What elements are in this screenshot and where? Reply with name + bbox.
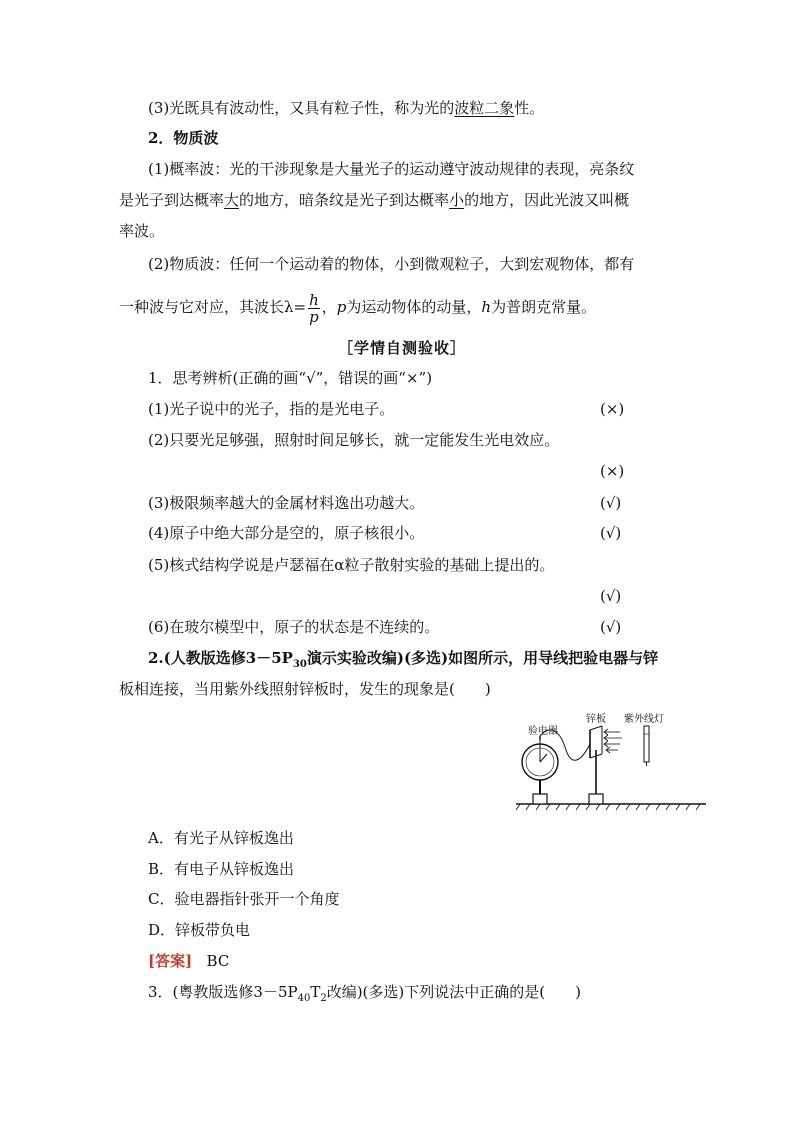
text: 为普朗克常量。 xyxy=(491,298,597,316)
q2-answer xyxy=(148,951,229,971)
para-2-line-1: (2)物质波：任何一个运动着的物体，小到微观粒子，大到宏观物体，都有 xyxy=(148,255,635,273)
electroscope xyxy=(522,736,558,804)
text: 演示实验改编)(多选)如图所示，用导线把验电器与锌 xyxy=(306,649,659,667)
q1-stem: 1．思考辨析(正确的画“√”，错误的画“×”) xyxy=(148,369,433,387)
label-electroscope: 验电器 xyxy=(528,726,558,737)
text: 改编)(多选)下列说法中正确的是( ) xyxy=(326,983,581,1001)
text: 为运动物体的动量， xyxy=(346,298,482,316)
q3-stem xyxy=(148,982,581,1009)
uv-rays xyxy=(604,729,622,753)
para-2-line-2 xyxy=(119,287,596,327)
q1-item-4: (4)原子中绝大部分是空的，原子核很小。 xyxy=(148,524,425,542)
ground-hatch xyxy=(516,804,700,810)
q1-item-2-mark: (×) xyxy=(600,462,625,480)
q2-option-a: A．有光子从锌板逸出 xyxy=(148,829,294,847)
text: 是光子到达概率 xyxy=(119,191,225,209)
answer-label: [答案] xyxy=(148,952,193,970)
section-title: ［学情自测验收］ xyxy=(338,339,467,357)
label-uv-lamp: 紫外线灯 xyxy=(624,714,664,725)
text: 一种波与它对应，其波长λ= xyxy=(119,298,307,316)
para-1-line-3: 率波。 xyxy=(119,222,165,240)
subscript: 30 xyxy=(292,659,307,670)
q1-item-1-mark: (×) xyxy=(600,400,625,418)
text: 的地方，因此光波又叫概 xyxy=(464,191,630,209)
q1-item-3-mark: (√) xyxy=(600,494,622,512)
text: 3．(粤教版选修3－5P xyxy=(148,983,298,1001)
text: 2.(人教版选修3－5P xyxy=(148,649,293,667)
q1-item-6: (6)在玻尔模型中，原子的状态是不连续的。 xyxy=(148,618,440,636)
answer-value: BC xyxy=(206,952,230,970)
term-wave-particle: 波粒二象 xyxy=(454,99,515,117)
q1-item-5-mark: (√) xyxy=(600,587,622,605)
q2-option-b: B．有电子从锌板逸出 xyxy=(148,860,295,878)
q2-option-d: D．锌板带负电 xyxy=(148,921,251,939)
q2-option-c: C．验电器指针张开一个角度 xyxy=(148,890,340,908)
subscript: 2 xyxy=(320,993,327,1004)
q1-item-3: (3)极限频率越大的金属材料逸出功越大。 xyxy=(148,494,425,512)
q2-stem-line-2: 板相连接，当用紫外线照射锌板时，发生的现象是( ) xyxy=(119,680,491,698)
term-large: 大 xyxy=(224,191,240,209)
label-zinc-plate: 锌板 xyxy=(586,714,606,725)
q1-item-5: (5)核式结构学说是卢瑟福在α粒子散射实验的基础上提出的。 xyxy=(148,556,555,574)
text: ， xyxy=(321,298,337,316)
para-3 xyxy=(148,98,544,118)
q1-item-4-mark: (√) xyxy=(600,524,622,542)
electroscope-figure xyxy=(510,710,710,818)
var-p: p xyxy=(336,298,347,316)
para-1-line-2 xyxy=(119,190,629,210)
heading-matter-wave: 2．物质波 xyxy=(148,129,219,147)
term-small: 小 xyxy=(449,191,465,209)
numerator: h xyxy=(309,290,319,309)
subscript: 40 xyxy=(297,993,311,1004)
para-3-text: (3)光既具有波动性，又具有粒子性，称为光的 xyxy=(148,99,455,117)
q1-item-2: (2)只要光足够强，照射时间足够长，就一定能发生光电效应。 xyxy=(148,431,560,449)
text: T xyxy=(310,983,321,1001)
text: 的地方，暗条纹是光子到达概率 xyxy=(239,191,450,209)
wavelength-fraction xyxy=(308,292,320,325)
para-1-line-1: (1)概率波：光的干涉现象是大量光子的运动遵守波动规律的表现，亮条纹 xyxy=(148,160,635,178)
denominator: p xyxy=(309,307,319,326)
zinc-plate xyxy=(589,726,603,804)
var-h: h xyxy=(481,298,492,316)
q1-item-1: (1)光子说中的光子，指的是光电子。 xyxy=(148,400,395,418)
q2-stem-line-1 xyxy=(148,648,658,675)
para-3-end: 性。 xyxy=(514,99,545,117)
q1-item-6-mark: (√) xyxy=(600,618,622,636)
uv-lamp xyxy=(644,726,649,766)
